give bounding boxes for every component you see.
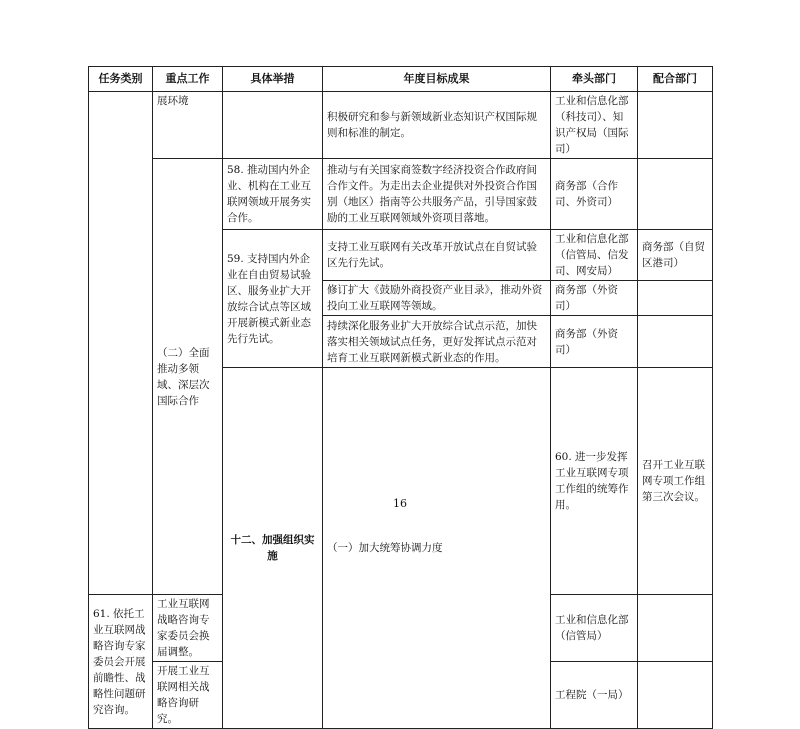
header-measure: 具体举措 (223, 67, 323, 92)
category-cell: 十二、加强组织实施 (223, 368, 323, 729)
target-cell: 积极研究和参与新领域新业态知识产权国际规则和标准的制定。 (323, 92, 551, 159)
target-cell: 召开工业互联网专项工作组第三次会议。 (638, 368, 713, 595)
table-row (89, 92, 713, 159)
coop-dept-cell: 商务部（自贸区港司） (638, 230, 713, 281)
coop-dept-cell (638, 595, 713, 662)
measure-cell (223, 92, 323, 159)
key-work-cell: （一）加大统筹协调力度 (323, 368, 551, 729)
measure-cell: 58. 推动国内外企业、机构在工业互联网领域开展务实合作。 (223, 159, 323, 230)
header-annual-target: 年度目标成果 (323, 67, 551, 92)
table-row (89, 159, 713, 230)
table-header-row (89, 67, 713, 92)
header-task-category: 任务类别 (89, 67, 153, 92)
coop-dept-cell (638, 281, 713, 316)
target-cell: 修订扩大《鼓励外商投资产业目录》，推动外资投向工业互联网等领域。 (323, 281, 551, 316)
header-coop-dept: 配合部门 (638, 67, 713, 92)
target-cell: 推动与有关国家商签数字经济投资合作政府间合作文件。为走出去企业提供对外投资合作国别（地区）指南等公共服务产品，引导国家鼓励的工业互联网领域外资项目落地。 (323, 159, 551, 230)
coop-dept-cell (638, 159, 713, 230)
header-lead-dept: 牵头部门 (551, 67, 638, 92)
lead-dept-cell: 工业和信息化部（信管局） (551, 595, 638, 662)
coop-dept-cell (638, 316, 713, 368)
lead-dept-cell: 商务部（外资司） (551, 281, 638, 316)
page-number: 16 (393, 497, 407, 510)
lead-dept-cell: 工程院（一局） (551, 662, 638, 729)
measure-cell: 61. 依托工业互联网战略咨询专家委员会开展前瞻性、战略性问题研究咨询。 (89, 595, 153, 729)
lead-dept-cell: 商务部（合作司、外资司） (551, 159, 638, 230)
target-cell: 支持工业互联网有关改革开放试点在自贸试验区先行先试。 (323, 230, 551, 281)
coop-dept-cell (638, 662, 713, 729)
coop-dept-cell (638, 92, 713, 159)
key-work-cell: （二）全面推动多领域、深层次国际合作 (153, 159, 223, 595)
measure-cell: 59. 支持国内外企业在自由贸易试验区、服务业扩大开放综合试点等区域开展新模式新业态先行先试。 (223, 230, 323, 368)
key-work-cell: 展环境 (153, 92, 223, 159)
measure-cell: 60. 进一步发挥工业互联网专项工作组的统筹作用。 (551, 368, 638, 595)
category-cell-continued (89, 92, 153, 595)
lead-dept-cell: 工业和信息化部（信管局、信发司、网安局） (551, 230, 638, 281)
target-cell: 工业互联网战略咨询专家委员会换届调整。 (153, 595, 223, 662)
lead-dept-cell: 工业和信息化部（科技司）、知识产权局（国际司） (551, 92, 638, 159)
task-table (88, 66, 713, 729)
target-cell: 持续深化服务业扩大开放综合试点示范，加快落实相关领域试点任务，更好发挥试点示范对培育工业互联网新模式新业态的作用。 (323, 316, 551, 368)
header-key-work: 重点工作 (153, 67, 223, 92)
lead-dept-cell: 商务部（外资司） (551, 316, 638, 368)
target-cell: 开展工业互联网相关战略咨询研究。 (153, 662, 223, 729)
